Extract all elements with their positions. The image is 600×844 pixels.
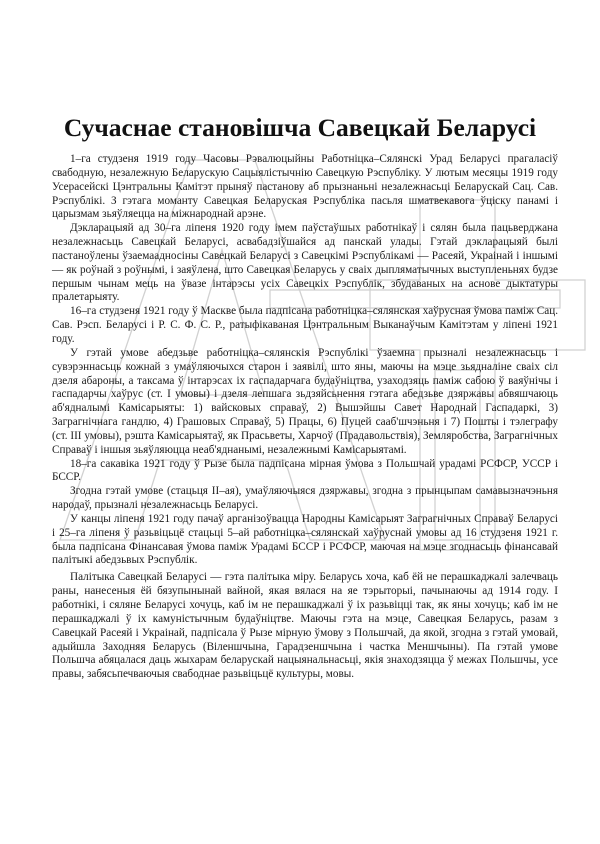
paragraph: Згодна гэтай умове (стацьця II–ая), умаўляючыяся дзяржавы, згодна з прынцыпам самавызначэньня народаў, прызналі незалежнасьць Беларусі. — [52, 485, 558, 512]
paragraph: 1–га студзеня 1919 году Часовы Рэвалюцыйны Работніцка–Сялянскі Урад Беларусі прагаласіў свабодную, незалежную Беларускую Сацыялістычнію Савецкую Рэспубліку. У лютым месяцы 1919 году Усерасейскі Цэнтральны Камітэт прыняў пастанову аб прызнаньні незалежнасьці Беларускай Сац. Сав. Рэспублікі. З гэтага моманту Савецкая Беларуская Рэспубліка пасьля шматвекавога ўціску панамі і царызмам зьяўляецца на міжнароднай арэне. — [52, 153, 558, 221]
page-title: Сучаснае становішча Савецкай Беларусі — [63, 113, 537, 142]
paragraph: Палітыка Савецкай Беларусі — гэта палітыка міру. Беларусь хоча, каб ёй не перашкаджалі залечваць раны, нанесеныя ёй бязупынынай вайной, якая вялася на яе тэрыторыі, пачынаючы ад 1914 году. І работнікі, і сяляне Беларусі хочуць, каб ім не перашкаджалі ў іх разьвіцці так, як яны хочуць; каб ім не перашкаджалі ў іх камуністычным будаўніцтве. Маючы гэта на мэце, Савецкая Беларусь, разам з Савецкай Расеяй і Украінай, падпісала ў Рызе мірную ўмову з Польшчай, да якой, згодна з гэтай умовай, адыйшла Заходняя Беларусь (Віленшчына, Гарадзеншчына і частка Меншчыны). Па гэтай умове Польшча абяцалася даць жыхарам беларускай нацыянальнасьці, якія знаходзяцца ў межах Польшчы, усе правы, забясьпечваючыя свабоднае разьвіцьцё культуры, мовы. — [52, 571, 558, 681]
paragraph: У гэтай умове абедзьве работніцка–сялянскія Рэспублікі ўзаемна прызналі незалежнасьць і сувэрэннасьць кожнай з умаўляючыхся старон і заявілі, што яны, маючы на мэце зьядналіне сваіх сіл дзеля абароны, а таксама ў інтарэсах іх гаспадарчага будаўніцтва, узаходзяць паміж сабою ў ваяўнічы і гаспадарчы хаўрус (ст. I умовы) і дзеля лепшага зьдзяйсьнення гэтага абедзьве дзяржавы абвяшчаюць аб'ядналымі Камісарыяты: 1) вайсковых справаў, 2) Вышэйшы Савет Народнай Гаспадаркі, 3) Заграгнічнага гандлю, 4) Грашовых Справаў, 5) Працы, 6) Пуцей сааб'шчэньня і 7) Пошты і тэлеграфу (ст. III умовы), рэшта Камісарыятаў, як Прасьветы, Харчоў (Прадавольствія), Земляробства, Заграгнічных Справаў і іншыя зьяўляюцца неаб'яднанымі, незалежнымі Камісарыятамі. — [52, 346, 558, 456]
paragraph: 18–га сакавіка 1921 году ў Рызе была падпісана мірная ўмова з Польшчай урадамі РСФСР, УССР і БССР. — [52, 457, 558, 484]
body-text — [52, 153, 558, 682]
paragraph: У канцы ліпеня 1921 году пачаў арганізоўвацца Народны Камісарыят Заграгнічных Справаў Беларусі і 25–га ліпеня ў разьвіцьцё стацьці 5–ай работніцка–сялянскай хаўруснай умовы ад 16 студзеня 1921 г. была падпісана Фінансавая ўмова паміж Урадамі БССР і РСФСР, маючая на мэце згоднасьць фінансавай палітыкі абедзьвых Рэспублік. — [52, 512, 558, 567]
paragraph: Дэкларацыяй ад 30–га ліпеня 1920 году імем паўстаўшых работнікаў і сялян была пацьверджана незалежнасьць Савецкай Беларусі, асвабадзіўшайся ад панскай улады. Гэтай дэкларацыяй былі пастаноўлены ўзаемаадносіны Савецкай Беларусі з Савецкімі Рэспублікамі — Расеяй, Украінай і іншымі — як роўнай з роўнымі, і заяўлена, што Савецкая Беларусь у сваіх дыпляматычных выступленьнях будзе першым чынам мець на ўвазе інтарэсы усіх Савецкіх Рэспублік, збудаваных на аснове дыктатуры пралетарыяту. — [52, 222, 558, 304]
paragraph: 16–га студзеня 1921 году ў Маскве была падпісана работніцка–сялянская хаўрусная ўмова паміж Сац. Сав. Рэсп. Беларусі і Р. С. Ф. С. Р., ратыфікаваная Цэнтральным Выканаўчым Камітэтам у ліпені 1921 году. — [52, 305, 558, 345]
